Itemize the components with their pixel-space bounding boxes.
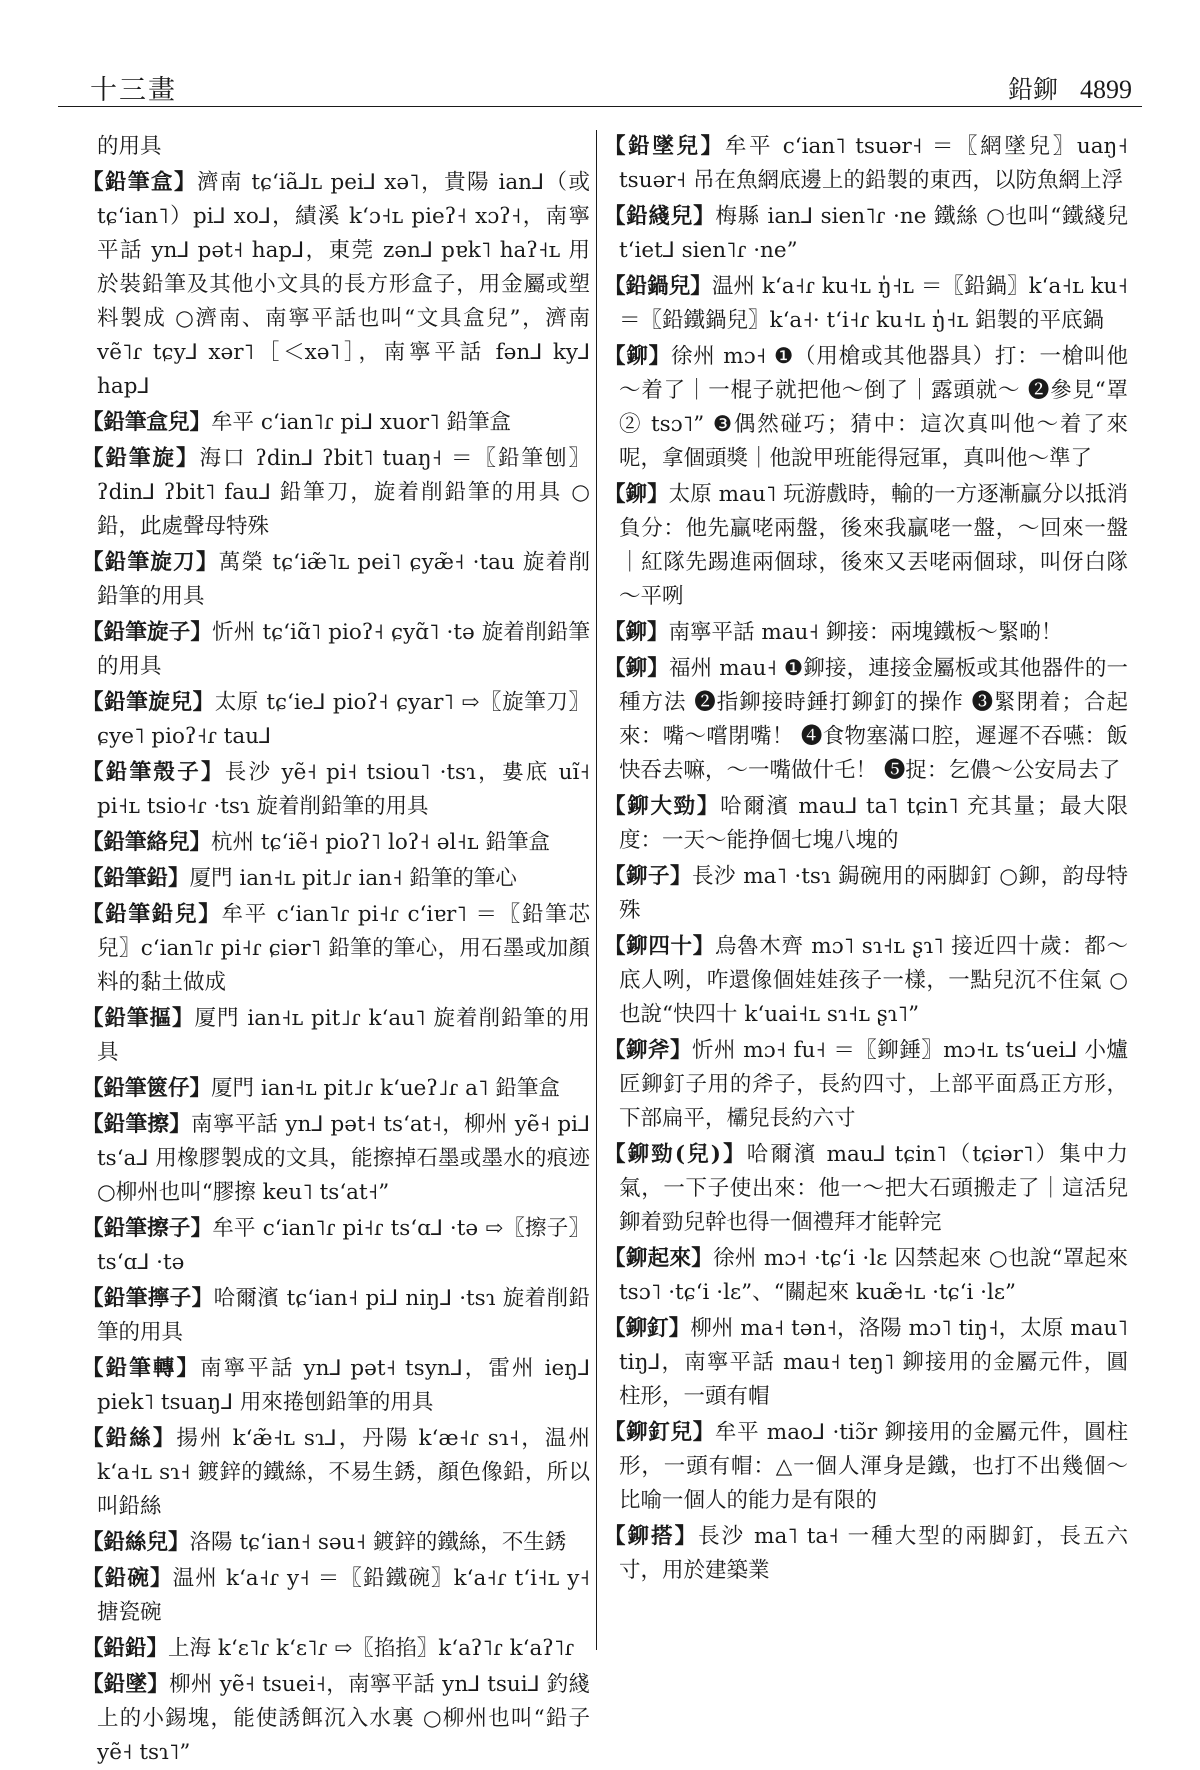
entry-headword: 【鉛筆旋刀】	[82, 550, 219, 575]
entry-headword: 【鉛鍋兒】	[604, 274, 712, 299]
entry-headword: 【鉛筆摳】	[82, 1006, 195, 1031]
left-column	[82, 130, 590, 1765]
entry-definition: 温州 kʻa˧ɾ ku˧ʟ ŋ̍˧ʟ ＝〖鉛鍋〗kʻa˧ʟ ku˧ ＝〖鉛鐵鍋兒〗kʻa˧· tʻi˧ɾ ku˧ʟ ŋ̍˧ʟ 鋁製的平底鍋	[619, 274, 1128, 333]
entry-headword: 【鉛筆絡兒】	[82, 830, 212, 855]
entry-definition: 揚州 kʻæ̃˧ʟ sɿ⅃，丹陽 kʻæ˧ɾ sɿ˧，温州 kʻa˧ʟ sɿ˧ 鍍鋅的鐵絲，不易生銹，顏色像鉛，所以叫鉛絲	[97, 1426, 590, 1519]
entry-definition: 柳州 ma˧ tən˧，洛陽 mɔ˥ tiŋ˧，太原 mau˥ tiŋ⅃，南寧平話 mau˧ teŋ˥ 鉚接用的金屬元件，圓柱形，一頭有帽	[619, 1316, 1128, 1409]
entry-definition: 哈爾濱 tɕʻian˧ pi⅃ niŋ⅃ ·tsɿ 旋着削鉛筆的用具	[97, 1286, 590, 1345]
dictionary-entry	[82, 756, 590, 824]
dictionary-entry	[82, 166, 590, 404]
entry-headword: 【鉚釘】	[604, 1316, 691, 1341]
dictionary-entry	[604, 270, 1128, 338]
dictionary-entry	[604, 616, 1128, 650]
entry-definition: 厦門 ian˧ʟ pit˩ɾ ian˧ 鉛筆的筆心	[189, 866, 517, 891]
dictionary-entry	[82, 1108, 590, 1210]
entry-headword: 【鉛筆旋子】	[82, 620, 213, 645]
entry-headword: 【鉛絲】	[82, 1426, 177, 1451]
entry-headword: 【鉚】	[604, 656, 669, 681]
entry-definition: 南寧平話 mau˧ 鉚接：兩塊鐵板～緊啲！	[668, 620, 1063, 645]
entry-definition: 杭州 tɕʻiẽ˧ pioʔ˥ loʔ˧ əl˧ʟ 鉛筆盒	[211, 830, 550, 855]
dictionary-entry	[604, 1520, 1128, 1588]
entry-definition: 忻州 mɔ˧ fu˧ ＝〖鉚錘〗mɔ˧ʟ tsʻuei⅃ 小爐匠鉚釘子用的斧子，長約四寸，上部平面爲正方形，下部扁平，欛兒長約六寸	[619, 1038, 1128, 1131]
entry-definition: 牟平 cʻian˥ɾ pi˧ɾ cʻiɐr˥ ＝〖鉛筆芯兒〗cʻian˥ɾ pi˧ɾ ɕiər˥ 鉛筆的筆心，用石墨或加顏料的黏土做成	[97, 902, 590, 995]
page-number: 4899	[1080, 75, 1132, 104]
entry-definition: 上海 kʻɛ˥ɾ kʻɛ˥ɾ ⇨〖掐掐〗kʻaʔ˥ɾ kʻaʔ˥ɾ	[168, 1636, 575, 1661]
dictionary-entry	[82, 1212, 590, 1280]
dictionary-entry	[604, 200, 1128, 268]
entry-definition: 牟平 cʻian˥ tsuər˧ ＝〖網墜兒〗uaŋ˧ tsuər˧ 吊在魚網底邊上的鉛製的東西，以防魚網上浮	[619, 134, 1128, 193]
column-divider	[596, 130, 597, 1650]
entry-definition: 濟南 tɕʻiã⅃ʟ pei⅃ xə˥，貴陽 ian⅃（或 tɕʻian˥）pi⅃ xo⅃，績溪 kʻɔ˧ʟ pieʔ˧ xɔʔ˧，南寧平話 yn⅃ pət˧ hap⅃，東莞 zən⅃ pɐk˥ haʔ˧ʟ 用於裝鉛筆及其他小文具的長方形盒子，用金屬或塑料製成 ○濟南、南寧平話也叫“文具盒兒”，濟南 vẽ˥ɾ tɕy⅃ xər˥［＜xə˥］，南寧平話 fən⅃ ky⅃ hap⅃	[97, 170, 590, 399]
dictionary-entry	[82, 1668, 590, 1770]
entry-headword: 【鉚勁(兒)】	[604, 1142, 747, 1167]
entry-definition: 太原 mau˥ 玩游戲時，輸的一方逐漸贏分以抵消負分：他先贏咾兩盤，後來我贏咾一盤，～回來一盤｜紅隊先踢進兩個球，後來又丟咾兩個球，叫伢白隊～平咧	[619, 482, 1128, 609]
right-column	[604, 130, 1128, 1670]
entry-headword: 【鉛鉛】	[82, 1636, 169, 1661]
entry-definition: 厦門 ian˧ʟ pit˩ɾ kʻueʔ˩ɾ a˥ 鉛筆盒	[211, 1076, 560, 1101]
left-entry-list	[82, 166, 590, 1770]
dictionary-entry	[604, 930, 1128, 1032]
entry-headword: 【鉛筆盒】	[82, 170, 197, 195]
entry-definition: 徐州 mɔ˧ ·tɕʻi ·lɛ 囚禁起來 ○也說“罩起來 tsɔ˥ ·tɕʻi ·lɛ”、“關起來 kuæ̃˧ʟ ·tɕʻi ·lɛ”	[619, 1246, 1128, 1305]
entry-headword: 【鉚】	[604, 482, 669, 507]
entry-headword: 【鉛筆鉛】	[82, 866, 190, 891]
entry-headword: 【鉚起來】	[604, 1246, 714, 1271]
entry-headword: 【鉛筆擰子】	[82, 1286, 214, 1311]
dictionary-entry	[82, 616, 590, 684]
dictionary-entry	[82, 1422, 590, 1524]
entry-headword: 【鉚四十】	[604, 934, 715, 959]
running-head	[1008, 70, 1132, 106]
dictionary-entry	[604, 1138, 1128, 1240]
entry-definition: 牟平 cʻian˥ɾ pi˧ɾ tsʻɑ⅃ ·tə ⇨〖擦子〗tsʻɑ⅃ ·tə	[97, 1216, 590, 1275]
dictionary-entry	[82, 862, 590, 896]
dictionary-entry	[82, 1562, 590, 1630]
stroke-count-section: 十三畫	[90, 75, 177, 106]
dictionary-entry	[604, 790, 1128, 858]
entry-definition: 洛陽 tɕʻian˧ səu˧ 鍍鋅的鐵絲，不生銹	[189, 1530, 567, 1555]
dictionary-entry	[82, 826, 590, 860]
dictionary-entry	[82, 546, 590, 614]
entry-definition: 忻州 tɕʻiɑ̃˥ pioʔ˧ ɕyɑ̃˥ ·tə 旋着削鉛筆的用具	[97, 620, 590, 679]
entry-definition: 長沙 ma˥ ·tsɿ 鋦碗用的兩脚釘 ○鉚，韵母特殊	[619, 864, 1128, 923]
entry-definition: 福州 mau˧ ❶鉚接，連接金屬板或其他器件的一種方法 ❷指鉚接時錘打鉚釘的操作 ❸緊閉着；合起來：嘴～嚐閉嘴！ ❹食物塞滿口腔，遲遲不吞嚥：飯快吞去嘛，～一嘴做什乇！ ❺捉：乞儂～公安局去了	[619, 656, 1128, 783]
dictionary-entry	[82, 1002, 590, 1070]
entry-definition: 太原 tɕʻie⅃ pioʔ˧ ɕyar˥ ⇨〖旋筆刀〗ɕye˥ pioʔ˧ɾ tau⅃	[97, 690, 590, 749]
entry-headword: 【鉛筆殼子】	[82, 760, 225, 785]
dictionary-entry	[604, 652, 1128, 788]
entry-definition: 南寧平話 yn⅃ pət˧ tsʻat˧，柳州 yẽ˧ pi⅃ tsʻa⅃ 用橡膠製成的文具，能擦掉石墨或墨水的痕迹 ○柳州也叫“膠擦 keu˥ tsʻat˧”	[97, 1112, 590, 1205]
entry-definition: 南寧平話 yn⅃ pət˧ tsyn⅃，雷州 ieŋ⅃ piek˥ tsuaŋ⅃ 用來捲刨鉛筆的用具	[97, 1356, 590, 1415]
entry-headword: 【鉛碗】	[82, 1566, 173, 1591]
dictionary-entry	[82, 1352, 590, 1420]
entry-headword: 【鉚】	[604, 344, 671, 369]
entry-headword: 【鉛墜兒】	[604, 134, 725, 159]
dictionary-entry	[82, 686, 590, 754]
dictionary-entry	[604, 340, 1128, 476]
entry-definition: 海口 ʔdin⅃ ʔbit˥ tuaŋ˧ ＝〖鉛筆刨〗ʔdin⅃ ʔbit˥ fau⅃ 鉛筆刀，旋着削鉛筆的用具 ○鉛，此處聲母特殊	[97, 446, 590, 539]
entry-headword: 【鉛筆篋仔】	[82, 1076, 212, 1101]
entry-headword: 【鉛筆旋兒】	[82, 690, 215, 715]
entry-headword: 【鉚子】	[604, 864, 692, 889]
dictionary-entry	[82, 406, 590, 440]
entry-headword: 【鉛筆盒兒】	[82, 410, 212, 435]
dictionary-entry	[82, 1526, 590, 1560]
entry-definition: 長沙 yẽ˧ pi˧ tsiou˥ ·tsɿ，婁底 uĩ˧ pi˧ʟ tsio˧ɾ ·tsɿ 旋着削鉛筆的用具	[97, 760, 590, 819]
page-header	[58, 60, 1142, 107]
entry-definition: 梅縣 ian⅃ sien˥ɾ ·ne 鐵絲 ○也叫“鐵綫兒 tʻiet⅃ sien˥ɾ ·ne”	[619, 204, 1128, 263]
entry-headword: 【鉛筆擦】	[82, 1112, 192, 1137]
entry-headword: 【鉛筆旋】	[82, 446, 200, 471]
dictionary-entry	[604, 1312, 1128, 1414]
entry-definition: 烏魯木齊 mɔ˥ sɿ˧ʟ ʂɿ˥ 接近四十歲：都～底人咧，咋還像個娃娃孩子一樣，一點兒沉不住氣 ○也說“快四十 kʻuai˧ʟ sɿ˧ʟ ʂɿ˥”	[619, 934, 1128, 1027]
entry-headword: 【鉛筆擦子】	[82, 1216, 213, 1241]
entry-headword: 【鉚搭】	[604, 1524, 699, 1549]
entry-definition: 柳州 yẽ˧ tsuei˧，南寧平話 yn⅃ tsui⅃ 釣綫上的小錫塊，能使誘餌沉入水裏 ○柳州也叫“鉛子 yẽ˧ tsɿ˥”	[97, 1672, 590, 1765]
entry-headword: 【鉚釘兒】	[604, 1420, 715, 1445]
entry-headword: 【鉛絲兒】	[82, 1530, 190, 1555]
dictionary-entry	[82, 442, 590, 544]
dictionary-entry	[82, 1632, 590, 1666]
running-head-title: 鉛鉚	[1007, 75, 1058, 104]
entry-definition: 徐州 mɔ˧ ❶（用槍或其他器具）打：一槍叫他～着了｜一棍子就把他～倒了｜露頭就～ ❷參見“罩② tsɔ˥” ❸偶然碰巧；猜中：這次真叫他～着了來呢，拿個頭獎｜他說甲班能得冠軍，真叫他～準了	[619, 344, 1128, 471]
entry-headword: 【鉚斧】	[604, 1038, 692, 1063]
dictionary-entry	[604, 1242, 1128, 1310]
entry-definition: 牟平 cʻian˥ɾ pi⅃ xuor˥ 鉛筆盒	[211, 410, 512, 435]
dictionary-entry	[604, 860, 1128, 928]
entry-definition: 温州 kʻa˧ɾ y˧ ＝〖鉛鐵碗〗kʻa˧ɾ tʻi˧ʟ y˧ 搪瓷碗	[97, 1566, 590, 1625]
dictionary-entry	[82, 1282, 590, 1350]
dictionary-entry	[604, 478, 1128, 614]
entry-definition: 牟平 mao⅃ ·tiɔ̃r 鉚接用的金屬元件，圓柱形，一頭有帽：△一個人渾身是鐵，也打不出幾個～比喻一個人的能力是有限的	[619, 1420, 1128, 1513]
dictionary-entry	[604, 130, 1128, 198]
right-entry-list	[604, 130, 1128, 1588]
entry-definition: 長沙 ma˥ ta˧ 一種大型的兩脚釘，長五六寸，用於建築業	[619, 1524, 1128, 1583]
entry-definition: 萬榮 tɕʻiæ̃˥ʟ pei˥ ɕyæ̃˧ ·tau 旋着削鉛筆的用具	[97, 550, 590, 609]
continuation-text: 的用具	[97, 134, 162, 159]
entry-headword: 【鉚】	[604, 620, 669, 645]
entry-headword: 【鉛筆轉】	[82, 1356, 201, 1381]
dictionary-entry	[604, 1034, 1128, 1136]
dictionary-entry	[82, 898, 590, 1000]
entry-definition: 厦門 ian˧ʟ pit˩ɾ kʻau˥ 旋着削鉛筆的用具	[97, 1006, 590, 1065]
entry-headword: 【鉚大勁】	[604, 794, 721, 819]
entry-definition: 哈爾濱 mau⅃ ta˥ tɕin˥ 充其量；最大限度：一天～能挣個七塊八塊的	[619, 794, 1128, 853]
entry-definition: 哈爾濱 mau⅃ tɕin˥（tɕiər˥）集中力氣，一下子使出來：他一～把大石頭搬走了｜這活兒鉚着勁兒幹也得一個禮拜才能幹完	[619, 1142, 1128, 1235]
dictionary-entry	[604, 1416, 1128, 1518]
entry-headword: 【鉛筆鉛兒】	[82, 902, 222, 927]
entry-headword: 【鉛墜】	[82, 1672, 170, 1697]
entry-headword: 【鉛綫兒】	[604, 204, 716, 229]
dictionary-entry	[82, 1072, 590, 1106]
